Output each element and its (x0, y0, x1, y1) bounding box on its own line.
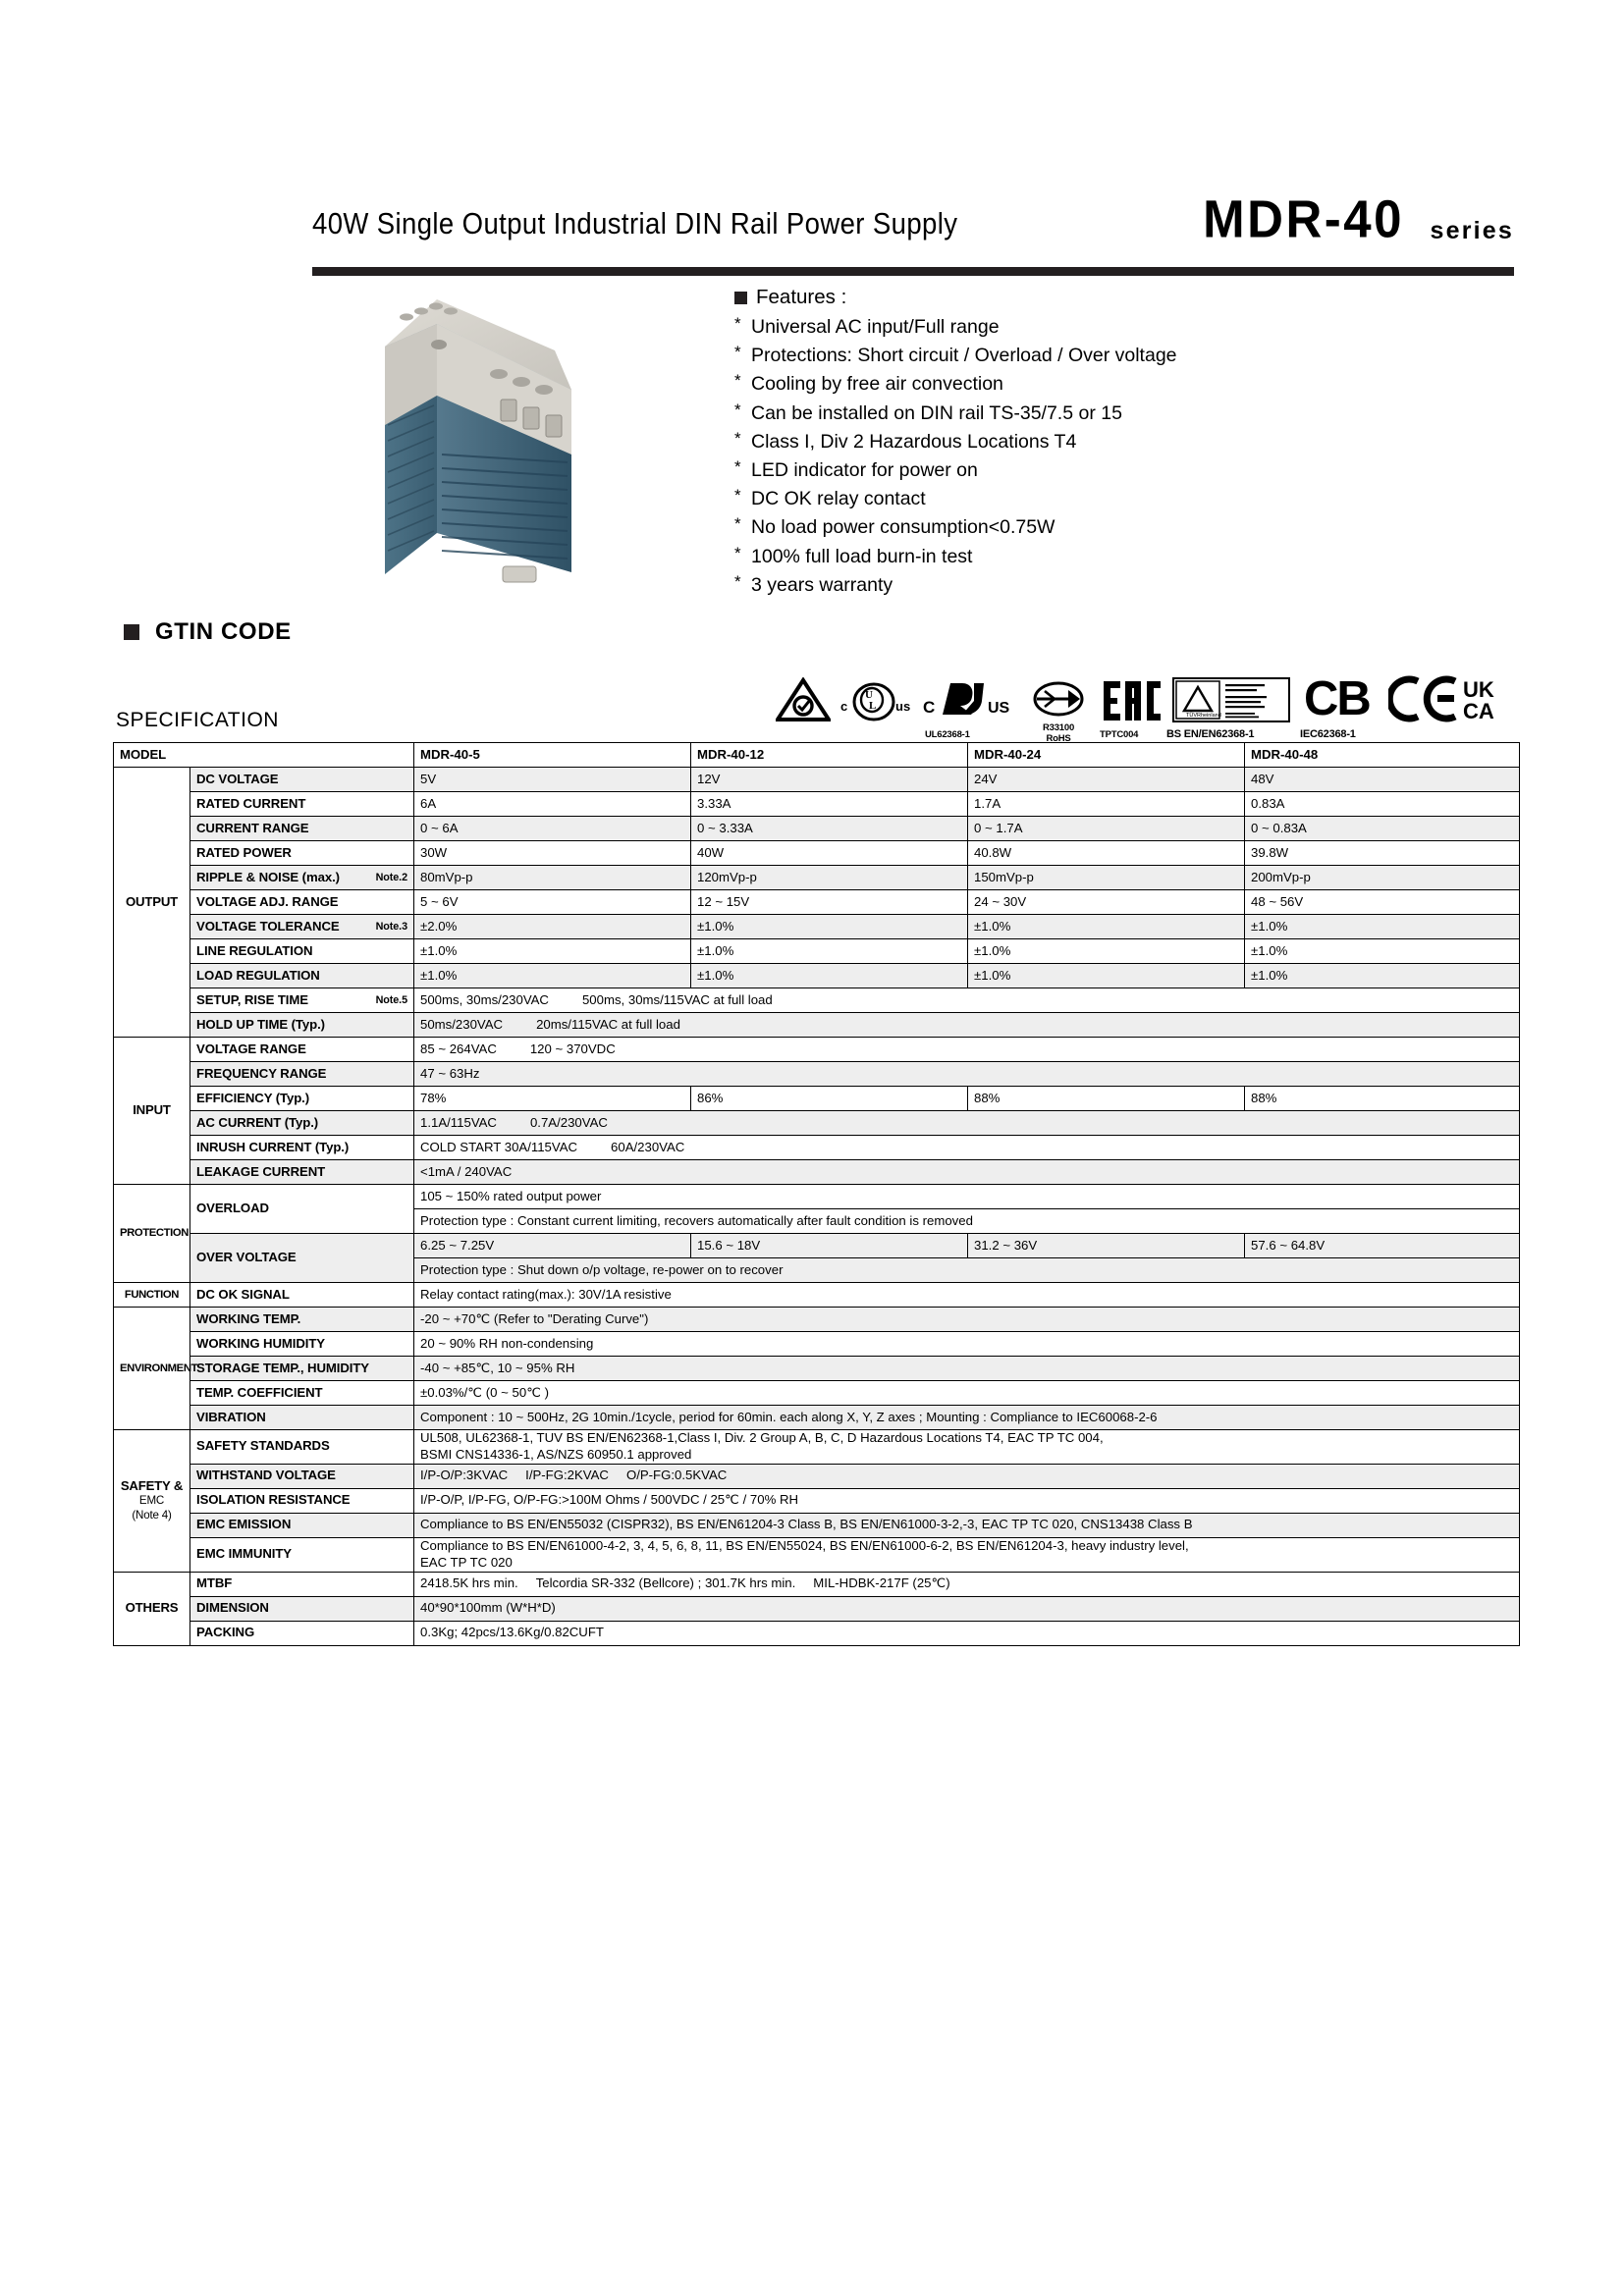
feature-item (734, 456, 1324, 485)
param-setup-rise-time (190, 988, 414, 1013)
param-note: Note.5 (375, 993, 407, 1006)
cell-value: 0 ~ 3.33A (691, 817, 968, 841)
param-storage-temp-humidity: STORAGE TEMP., HUMIDITY (190, 1357, 414, 1381)
param-label: VOLTAGE TOLERANCE (196, 918, 340, 934)
table-row (114, 841, 1520, 866)
param-note: Note.3 (375, 920, 407, 933)
cell-value: ±1.0% (414, 964, 691, 988)
cell-value (414, 1537, 1520, 1572)
param-label: RIPPLE & NOISE (max.) (196, 869, 340, 884)
value-a: 2418.5K hrs min. (420, 1575, 518, 1591)
group-function: FUNCTION (114, 1283, 190, 1308)
table-row (114, 1111, 1520, 1136)
table-row (114, 1185, 1520, 1209)
asterisk-bullet-icon: * (734, 457, 741, 477)
features-title-text: Features : (756, 286, 847, 308)
value-b: 20ms/115VAC at full load (536, 1016, 680, 1032)
param-note: Note.2 (375, 871, 407, 883)
param-current-range: CURRENT RANGE (190, 817, 414, 841)
table-row (114, 988, 1520, 1013)
cert-caption-tuv: BS EN/EN62368-1 (1166, 728, 1255, 740)
cell-value (414, 1111, 1520, 1136)
cell-value: 39.8W (1245, 841, 1520, 866)
gtin-code-heading (124, 618, 292, 646)
value-a: 1.1A/115VAC (420, 1114, 497, 1130)
ukca-mark-icon (1463, 675, 1516, 722)
feature-text: LED indicator for power on (751, 459, 978, 482)
svg-text:CB: CB (1304, 675, 1370, 722)
feature-item (734, 342, 1324, 370)
feature-text: 3 years warranty (751, 573, 893, 596)
cell-value: -20 ~ +70℃ (Refer to "Derating Curve") (414, 1308, 1520, 1332)
table-row (114, 1332, 1520, 1357)
svg-text:us: us (895, 699, 911, 714)
asterisk-bullet-icon: * (734, 371, 741, 391)
table-row (114, 1537, 1520, 1572)
cert-caption-rohs (1033, 722, 1084, 744)
specification-table (113, 742, 1520, 1646)
table-row (114, 1357, 1520, 1381)
param-emc-immunity: EMC IMMUNITY (190, 1537, 414, 1572)
cert-caption-ul62368: UL62368-1 (925, 729, 970, 740)
cell-value: 40W (691, 841, 968, 866)
param-dc-voltage: DC VOLTAGE (190, 768, 414, 792)
group-protection: PROTECTION (114, 1185, 190, 1283)
cert-caption-eac: TPTC004 (1100, 729, 1139, 740)
param-inrush-current: INRUSH CURRENT (Typ.) (190, 1136, 414, 1160)
feature-text: Protections: Short circuit / Overload / Over voltage (751, 345, 1177, 367)
svg-text:CA: CA (1463, 699, 1494, 722)
feature-item (734, 485, 1324, 513)
svg-text:UK: UK (1463, 677, 1494, 702)
param-rated-current: RATED CURRENT (190, 792, 414, 817)
cell-value: 80mVp-p (414, 866, 691, 890)
group-safety-line1: SAFETY & (120, 1477, 184, 1493)
cell-value: 6.25 ~ 7.25V (414, 1234, 691, 1258)
cell-value: ±1.0% (968, 939, 1245, 964)
svg-text:C: C (923, 698, 936, 717)
cell-value: 0 ~ 1.7A (968, 817, 1245, 841)
value-a: I/P-O/P:3KVAC (420, 1468, 509, 1483)
cell-value: 88% (1245, 1087, 1520, 1111)
cell-value: 47 ~ 63Hz (414, 1062, 1520, 1087)
feature-text: 100% full load burn-in test (751, 545, 973, 567)
table-row (114, 1308, 1520, 1332)
param-packing: PACKING (190, 1621, 414, 1645)
table-row (114, 890, 1520, 915)
certification-logos (776, 664, 1522, 742)
model-col-3: MDR-40-24 (968, 743, 1245, 768)
param-voltage-range: VOLTAGE RANGE (190, 1038, 414, 1062)
value-a: 500ms, 30ms/230VAC (420, 991, 549, 1007)
asterisk-bullet-icon: * (734, 314, 741, 333)
value-a: 50ms/230VAC (420, 1016, 504, 1032)
cell-value: 24 ~ 30V (968, 890, 1245, 915)
cell-value: 5 ~ 6V (414, 890, 691, 915)
page-header (312, 189, 1514, 267)
tuv-rheinland-mark-icon (1172, 677, 1290, 722)
safety-line-1: UL508, UL62368-1, TUV BS EN/EN62368-1,Class I, Div. 2 Group A, B, C, D Hazardous Locations T4, EAC TP TC 004, (420, 1430, 1104, 1445)
cell-value: 3.33A (691, 792, 968, 817)
table-row (114, 1621, 1520, 1645)
svg-text:U: U (865, 689, 873, 701)
table-row (114, 1136, 1520, 1160)
cell-value: 1.7A (968, 792, 1245, 817)
param-vibration: VIBRATION (190, 1406, 414, 1430)
asterisk-bullet-icon: * (734, 486, 741, 506)
value-a: 85 ~ 264VAC (420, 1041, 497, 1056)
table-row (114, 1406, 1520, 1430)
rohs-r33100-mark-icon (1033, 681, 1084, 722)
value-c: MIL-HDBK-217F (25℃) (813, 1575, 950, 1591)
param-ripple-noise (190, 866, 414, 890)
feature-text: Universal AC input/Full range (751, 316, 1000, 338)
table-row (114, 1464, 1520, 1488)
cell-value: Compliance to BS EN/EN55032 (CISPR32), BS EN/EN61204-3 Class B, BS EN/EN61000-3-2,-3, EAC TP TC 020, CNS13438 Class B (414, 1513, 1520, 1537)
param-emc-emission: EMC EMISSION (190, 1513, 414, 1537)
param-withstand-voltage: WITHSTAND VOLTAGE (190, 1464, 414, 1488)
cell-value: 200mVp-p (1245, 866, 1520, 890)
model-col-1: MDR-40-5 (414, 743, 691, 768)
param-leakage-current: LEAKAGE CURRENT (190, 1160, 414, 1185)
cell-value: 6A (414, 792, 691, 817)
cell-value: ±1.0% (691, 964, 968, 988)
asterisk-bullet-icon: * (734, 571, 741, 591)
param-safety-standards: SAFETY STANDARDS (190, 1430, 414, 1465)
model-col-4: MDR-40-48 (1245, 743, 1520, 768)
cell-value: ±1.0% (1245, 964, 1520, 988)
product-photo (344, 280, 638, 614)
cell-value: 5V (414, 768, 691, 792)
param-isolation-resistance: ISOLATION RESISTANCE (190, 1488, 414, 1513)
ce-mark-icon (1388, 675, 1461, 722)
cell-value: 40*90*100mm (W*H*D) (414, 1596, 1520, 1621)
cell-value: Component : 10 ~ 500Hz, 2G 10min./1cycle, period for 60min. each along X, Y, Z axes ; Mounting : Compliance to IEC60068-2-6 (414, 1406, 1520, 1430)
cell-value (414, 1013, 1520, 1038)
cell-value: 105 ~ 150% rated output power (414, 1185, 1520, 1209)
cell-value: 31.2 ~ 36V (968, 1234, 1245, 1258)
table-row (114, 1596, 1520, 1621)
table-row-model (114, 743, 1520, 768)
group-others: OTHERS (114, 1572, 190, 1645)
param-load-regulation: LOAD REGULATION (190, 964, 414, 988)
cell-value: 15.6 ~ 18V (691, 1234, 968, 1258)
features-block (734, 283, 1324, 600)
feature-text: No load power consumption<0.75W (751, 516, 1056, 539)
param-dc-ok-signal: DC OK SIGNAL (190, 1283, 414, 1308)
cell-value: ±1.0% (1245, 939, 1520, 964)
param-voltage-tolerance (190, 915, 414, 939)
cell-value: ±1.0% (691, 915, 968, 939)
table-row (114, 964, 1520, 988)
param-rated-power: RATED POWER (190, 841, 414, 866)
feature-item (734, 513, 1324, 542)
cell-value (414, 1572, 1520, 1596)
table-row (114, 792, 1520, 817)
cell-value: 78% (414, 1087, 691, 1111)
cell-value: 12V (691, 768, 968, 792)
gtin-title-text: GTIN CODE (155, 618, 292, 645)
asterisk-bullet-icon: * (734, 543, 741, 562)
cell-value: ±1.0% (414, 939, 691, 964)
rohs-r-code: R33100 (1042, 722, 1075, 733)
header-divider (312, 267, 1514, 276)
param-overload: OVERLOAD (190, 1185, 414, 1234)
cul-us-recognized-mark-icon (923, 679, 1015, 722)
table-row (114, 1234, 1520, 1258)
table-row (114, 1430, 1520, 1465)
cell-value: 57.6 ~ 64.8V (1245, 1234, 1520, 1258)
value-b: 120 ~ 370VDC (529, 1041, 616, 1056)
specification-heading: SPECIFICATION (116, 709, 279, 731)
table-row (114, 1062, 1520, 1087)
param-over-voltage: OVER VOLTAGE (190, 1234, 414, 1283)
param-dimension: DIMENSION (190, 1596, 414, 1621)
param-ac-current: AC CURRENT (Typ.) (190, 1111, 414, 1136)
table-row (114, 1160, 1520, 1185)
cell-value: 0.3Kg; 42pcs/13.6Kg/0.82CUFT (414, 1621, 1520, 1645)
feature-item (734, 400, 1324, 428)
feature-item (734, 543, 1324, 571)
group-safety-note: (Note 4) (132, 1509, 172, 1522)
param-working-humidity: WORKING HUMIDITY (190, 1332, 414, 1357)
param-hold-up-time: HOLD UP TIME (Typ.) (190, 1013, 414, 1038)
table-row (114, 1513, 1520, 1537)
rohs-text: RoHS (1046, 733, 1071, 744)
param-working-temp: WORKING TEMP. (190, 1308, 414, 1332)
features-heading (734, 283, 1324, 312)
cell-value: 150mVp-p (968, 866, 1245, 890)
cert-caption-cb: IEC62368-1 (1300, 728, 1356, 740)
model-col-2: MDR-40-12 (691, 743, 968, 768)
feature-text: Class I, Div 2 Hazardous Locations T4 (751, 430, 1077, 453)
cell-value (414, 1136, 1520, 1160)
feature-text: Cooling by free air convection (751, 373, 1003, 396)
feature-item (734, 571, 1324, 600)
feature-text: Can be installed on DIN rail TS-35/7.5 or 15 (751, 401, 1122, 424)
cell-value: ±1.0% (968, 964, 1245, 988)
table-row (114, 939, 1520, 964)
cell-value: 120mVp-p (691, 866, 968, 890)
safety-line-2: BSMI CNS14336-1, AS/NZS 60950.1 approved (420, 1446, 692, 1462)
series-label: series (1430, 217, 1514, 244)
table-row (114, 1488, 1520, 1513)
square-bullet-icon (124, 624, 139, 640)
cell-value: I/P-O/P, I/P-FG, O/P-FG:>100M Ohms / 500VDC / 25℃ / 70% RH (414, 1488, 1520, 1513)
value-a: COLD START 30A/115VAC (420, 1139, 578, 1154)
value-c: O/P-FG:0.5KVAC (625, 1468, 728, 1483)
cell-value: ±1.0% (1245, 915, 1520, 939)
cell-value (414, 1038, 1520, 1062)
param-voltage-adj-range: VOLTAGE ADJ. RANGE (190, 890, 414, 915)
table-row (114, 768, 1520, 792)
eac-mark-icon (1102, 679, 1163, 722)
feature-item (734, 370, 1324, 399)
group-input: INPUT (114, 1038, 190, 1185)
cell-value: Protection type : Shut down o/p voltage, re-power on to recover (414, 1258, 1520, 1283)
asterisk-bullet-icon: * (734, 428, 741, 448)
cell-value: <1mA / 240VAC (414, 1160, 1520, 1185)
cell-value: 20 ~ 90% RH non-condensing (414, 1332, 1520, 1357)
cell-value: 88% (968, 1087, 1245, 1111)
cell-value (414, 1430, 1520, 1465)
feature-item (734, 313, 1324, 342)
model-label: MODEL (114, 743, 414, 768)
cell-value (414, 988, 1520, 1013)
cell-value: 86% (691, 1087, 968, 1111)
param-frequency-range: FREQUENCY RANGE (190, 1062, 414, 1087)
value-b: 60A/230VAC (611, 1139, 685, 1154)
param-efficiency: EFFICIENCY (Typ.) (190, 1087, 414, 1111)
group-safety-line2: EMC (138, 1494, 165, 1508)
cell-value: ±0.03%/℃ (0 ~ 50℃ ) (414, 1381, 1520, 1406)
param-line-regulation: LINE REGULATION (190, 939, 414, 964)
asterisk-bullet-icon: * (734, 343, 741, 362)
table-row (114, 866, 1520, 890)
table-row (114, 1283, 1520, 1308)
group-safety-emc (114, 1430, 190, 1573)
cell-value: 48 ~ 56V (1245, 890, 1520, 915)
asterisk-bullet-icon: * (734, 514, 741, 534)
cell-value: -40 ~ +85℃, 10 ~ 95% RH (414, 1357, 1520, 1381)
cell-value: 40.8W (968, 841, 1245, 866)
cell-value: 30W (414, 841, 691, 866)
table-row (114, 1572, 1520, 1596)
value-b: I/P-FG:2KVAC (525, 1468, 609, 1483)
c-ul-us-mark-icon (840, 681, 911, 722)
table-row (114, 915, 1520, 939)
asterisk-bullet-icon: * (734, 400, 741, 419)
group-output: OUTPUT (114, 768, 190, 1038)
svg-text:TÜVRheinland: TÜVRheinland (1186, 713, 1221, 719)
cell-value (414, 1464, 1520, 1488)
param-temp-coefficient: TEMP. COEFFICIENT (190, 1381, 414, 1406)
value-b: 500ms, 30ms/115VAC at full load (581, 991, 773, 1007)
param-mtbf: MTBF (190, 1572, 414, 1596)
cell-value: ±1.0% (691, 939, 968, 964)
table-row (114, 1013, 1520, 1038)
immunity-line-1: Compliance to BS EN/EN61000-4-2, 3, 4, 5, 6, 8, 11, BS EN/EN55024, BS EN/EN61000-6-2, BS EN/EN61204-3, heavy industry level, (420, 1537, 1189, 1553)
cell-value: ±2.0% (414, 915, 691, 939)
cell-value: 24V (968, 768, 1245, 792)
svg-text:c: c (840, 699, 848, 714)
cell-value: 0 ~ 6A (414, 817, 691, 841)
cell-value: ±1.0% (968, 915, 1245, 939)
cell-value: 48V (1245, 768, 1520, 792)
table-row (114, 817, 1520, 841)
cell-value: Protection type : Constant current limiting, recovers automatically after fault condition is removed (414, 1209, 1520, 1234)
rcm-tick-mark-icon (776, 677, 831, 722)
feature-item (734, 428, 1324, 456)
table-row (114, 1038, 1520, 1062)
square-bullet-icon (734, 292, 747, 304)
immunity-line-2: EAC TP TC 020 (420, 1554, 513, 1570)
svg-text:L: L (869, 700, 877, 712)
table-row (114, 1087, 1520, 1111)
cell-value: 12 ~ 15V (691, 890, 968, 915)
value-b: 0.7A/230VAC (529, 1114, 608, 1130)
group-environment: ENVIRONMENT (114, 1308, 190, 1430)
cell-value: 0.83A (1245, 792, 1520, 817)
param-label: SETUP, RISE TIME (196, 991, 308, 1007)
value-b: Telcordia SR-332 (Bellcore) ; 301.7K hrs min. (535, 1575, 796, 1591)
table-row (114, 1381, 1520, 1406)
cb-mark-icon (1304, 675, 1386, 722)
page-title: 40W Single Output Industrial DIN Rail Power Supply (312, 206, 958, 240)
svg-text:US: US (988, 700, 1010, 717)
feature-text: DC OK relay contact (751, 488, 926, 510)
cell-value: 0 ~ 0.83A (1245, 817, 1520, 841)
model-name: MDR-40 (1203, 189, 1404, 248)
cell-value: Relay contact rating(max.): 30V/1A resistive (414, 1283, 1520, 1308)
